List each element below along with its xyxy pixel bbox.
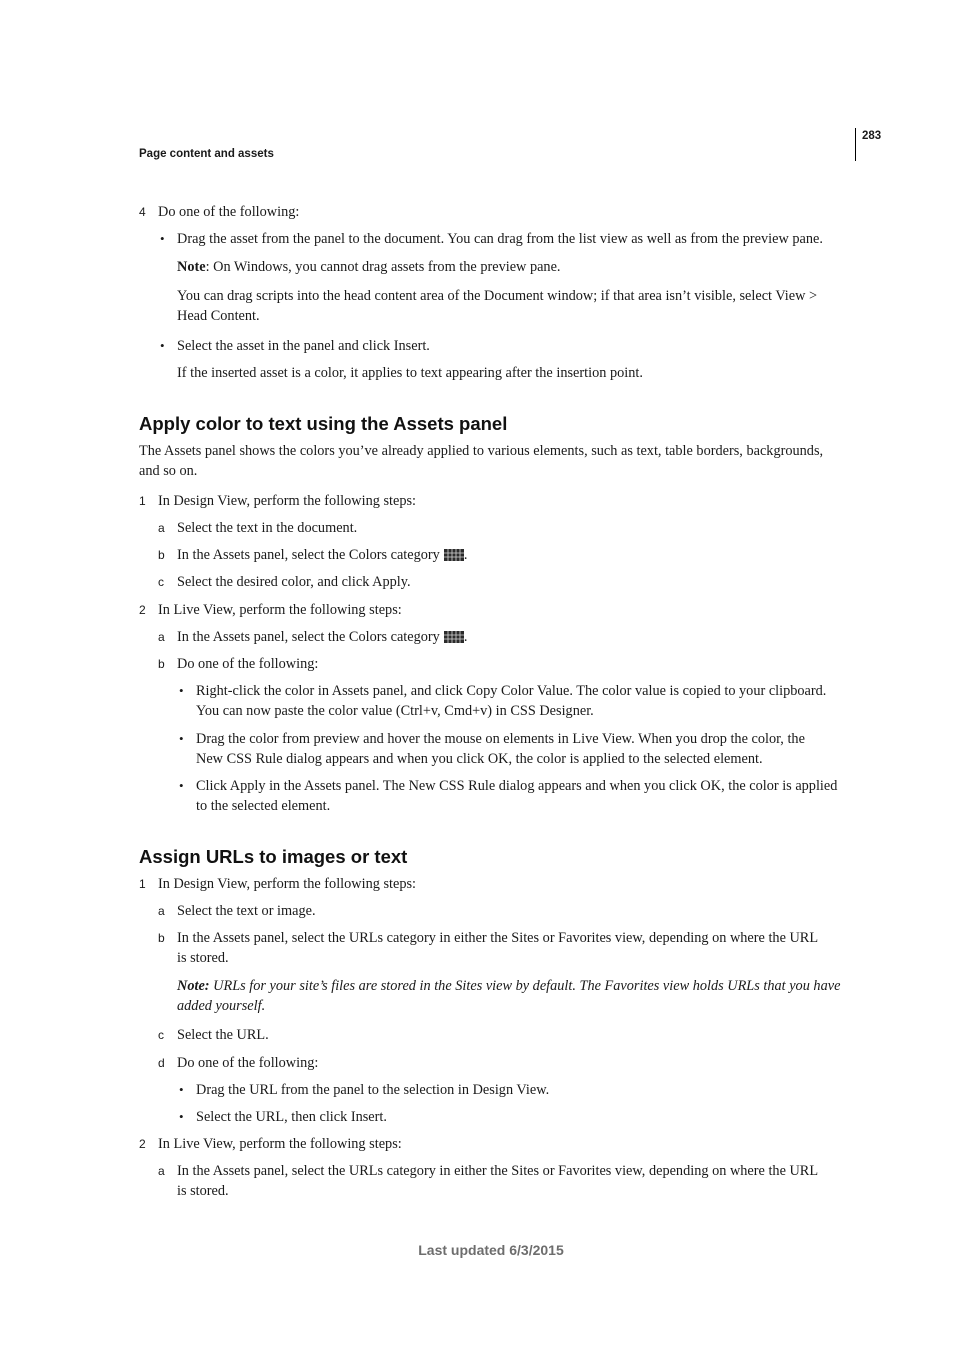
list-item: Select the URL, then click Insert.: [196, 1109, 387, 1125]
note-label: Note:: [177, 978, 210, 994]
substep-text: Select the URL.: [177, 1027, 269, 1043]
substep-text: In the Assets panel, select the URLs category in either the Sites or Favorites view, depending on where the URL: [177, 1163, 819, 1179]
substep-text: Do one of the following:: [177, 1055, 319, 1071]
paragraph-line: You can drag scripts into the head content area of the Document window; if that area isn’t visible, select View >: [177, 288, 818, 304]
substep-letter: c: [158, 575, 164, 589]
substep-letter: b: [158, 931, 165, 945]
paragraph-line: If the inserted asset is a color, it applies to text appearing after the insertion point.: [177, 365, 643, 381]
substep-text-content: In the Assets panel, select the Colors category: [177, 629, 440, 645]
step-text: Do one of the following:: [158, 204, 300, 220]
substep-text: In the Assets panel, select the URLs category in either the Sites or Favorites view, depending on where the URL: [177, 930, 819, 946]
paragraph-line: and so on.: [139, 463, 198, 479]
substep-letter: a: [158, 1164, 165, 1178]
substep-text: Select the desired color, and click Apply.: [177, 574, 411, 590]
list-item: Drag the URL from the panel to the selection in Design View.: [196, 1082, 550, 1098]
substep-text: Select the text in the document.: [177, 520, 358, 536]
substep-letter: d: [158, 1056, 165, 1070]
bullet-icon: •: [179, 1109, 184, 1124]
list-item: Select the asset in the panel and click Insert.: [177, 338, 430, 354]
substep-text: [177, 545, 467, 565]
step-text: In Live View, perform the following steps:: [158, 602, 402, 618]
step-text: In Design View, perform the following steps:: [158, 876, 417, 892]
note-label: Note: [177, 259, 206, 275]
bullet-icon: •: [179, 731, 184, 746]
note-paragraph: added yourself.: [177, 998, 266, 1014]
step-number: 4: [139, 205, 146, 219]
step-number: 2: [139, 1137, 146, 1151]
substep-letter: a: [158, 904, 165, 918]
substep-letter: c: [158, 1028, 164, 1042]
substep-text: Do one of the following:: [177, 656, 319, 672]
substep-text: is stored.: [177, 950, 229, 966]
substep-letter: a: [158, 521, 165, 535]
note-text: : On Windows, you cannot drag assets from the preview pane.: [205, 259, 561, 275]
page-number: 283: [862, 130, 882, 142]
list-item: You can now paste the color value (Ctrl+v, Cmd+v) in CSS Designer.: [196, 703, 594, 719]
bullet-icon: •: [179, 1082, 184, 1097]
list-item: to the selected element.: [196, 798, 331, 814]
step-number: 2: [139, 603, 146, 617]
step-text: In Live View, perform the following steps:: [158, 1136, 402, 1152]
section-heading: Assign URLs to images or text: [139, 846, 408, 867]
substep-letter: a: [158, 630, 165, 644]
step-text: In Design View, perform the following steps:: [158, 493, 417, 509]
bullet-icon: •: [160, 231, 165, 246]
substep-letter: b: [158, 657, 165, 671]
paragraph-line: Head Content.: [177, 308, 260, 324]
step-number: 1: [139, 877, 146, 891]
substep-text: is stored.: [177, 1183, 229, 1199]
footer-last-updated: Last updated 6/3/2015: [418, 1242, 564, 1258]
list-item: Click Apply in the Assets panel. The New CSS Rule dialog appears and when you click OK, the color is applied: [196, 778, 838, 794]
note-text: URLs for your site’s files are stored in the Sites view by default. The Favorites view holds URLs that you have: [209, 978, 841, 994]
substep-text-content: In the Assets panel, select the Colors category: [177, 547, 440, 563]
note-paragraph: [177, 257, 561, 277]
bullet-icon: •: [179, 683, 184, 698]
bullet-icon: •: [179, 778, 184, 793]
period: .: [463, 629, 468, 645]
list-item: Right-click the color in Assets panel, and click Copy Color Value. The color value is copied to your clipboard.: [196, 683, 827, 699]
bullet-icon: •: [160, 338, 165, 353]
note-paragraph: [177, 976, 840, 996]
substep-text: Select the text or image.: [177, 903, 316, 919]
period: .: [463, 547, 468, 563]
list-item: New CSS Rule dialog appears and when you click OK, the color is applied to the selected element.: [196, 751, 763, 767]
step-number: 1: [139, 494, 146, 508]
list-item: Drag the asset from the panel to the document. You can drag from the list view as well as from the preview pane.: [177, 231, 823, 247]
colors-grid-icon: [444, 631, 464, 643]
header-rule: [855, 128, 856, 161]
running-header: Page content and assets: [139, 148, 274, 160]
substep-letter: b: [158, 548, 165, 562]
list-item: Drag the color from preview and hover the mouse on elements in Live View. When you drop the color, the: [196, 731, 805, 747]
paragraph-line: The Assets panel shows the colors you’ve already applied to various elements, such as text, table borders, backgrounds,: [139, 443, 824, 459]
colors-grid-icon: [444, 549, 464, 561]
substep-text: [177, 627, 467, 647]
section-heading: Apply color to text using the Assets panel: [139, 413, 508, 434]
